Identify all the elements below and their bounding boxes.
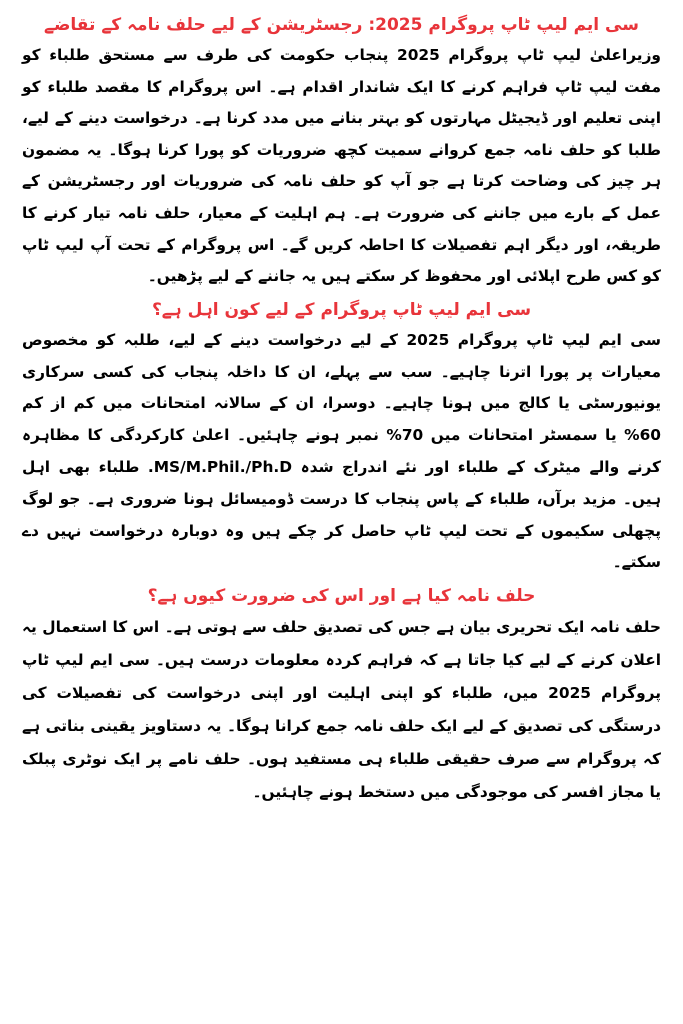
affidavit-heading: حلف نامہ کیا ہے اور اس کی ضرورت کیوں ہے؟	[147, 586, 536, 607]
intro-paragraph: وزیراعلیٰ لیپ ٹاپ پروگرام 2025 پنجاب حکومت کی طرف سے مستحق طلباء کو مفت لیپ ٹاپ فراہم کرنے کا ایک شاندار اقدام ہے۔ اس پروگرام کا مقصد طلباء کو اپنی تعلیم اور ڈیجیٹل مہارتوں کو بہتر بنانے میں مدد کرنا ہے۔ درخواست دینے کے لیے، طلبا کو حلف نامہ جمع کروانے سمیت کچھ ضروریات کو پورا کرنا ہوگا۔ یہ مضمون ہر چیز کی وضاحت کرتا ہے جو آپ کو حلف نامہ کی ضروریات اور رجسٹریشن کے عمل کے بارے میں جاننے کی ضرورت ہے۔ ہم اہلیت کے معیار، حلف نامہ تیار کرنے کا طریقہ، اور دیگر اہم تفصیلات کا احاطہ کریں گے۔ اس پروگرام کے تحت آپ لیپ ٹاپ کو کس طرح اپلائی اور محفوظ کر سکتے ہیں یہ جاننے کے لیے پڑھیں۔	[22, 46, 661, 286]
eligibility-heading: سی ایم لیپ ٹاپ پروگرام کے لیے کون اہل ہے؟	[151, 299, 532, 320]
affidavit-paragraph: حلف نامہ ایک تحریری بیان ہے جس کی تصدیق حلف سے ہوتی ہے۔ اس کا استعمال یہ اعلان کرنے کے لیے کیا جاتا ہے کہ فراہم کردہ معلومات درست ہیں۔ سی ایم لیپ ٹاپ پروگرام 2025 میں، طلباء کو اپنی اہلیت اور اپنی درخواست کی تفصیلات کی درستگی کی تصدیق کے لیے ایک حلف نامہ جمع کرانا ہوگا۔ یہ دستاویز یقینی بناتی ہے کہ پروگرام سے صرف حقیقی طلباء ہی مستفید ہوں۔ حلف نامے پر ایک نوٹری پبلک یا مجاز افسر کی موجودگی میں دستخط ہونے چاہئیں۔	[22, 618, 661, 802]
article-title: سی ایم لیپ ٹاپ پروگرام 2025: رجسٹریشن کے لیے حلف نامہ کے تقاضے	[44, 15, 639, 35]
eligibility-paragraph: سی ایم لیپ ٹاپ پروگرام 2025 کے لیے درخواست دینے کے لیے، طلبہ کو مخصوص معیارات پر پورا اترنا چاہیے۔ سب سے پہلے، ان کا داخلہ پنجاب کی کسی سرکاری یونیورسٹی یا کالج میں ہونا چاہیے۔ دوسرا، ان کے سالانہ امتحانات میں کم از کم 60% یا سمسٹر امتحانات میں 70% نمبر ہونے چاہئیں۔ اعلیٰ کارکردگی کا مظاہرہ کرنے والے میٹرک کے طلباء اور نئے اندراج شدہ MS/M.Phil./Ph.D. طلباء بھی اہل ہیں۔ مزید برآں، طلباء کے پاس پنجاب کا درست ڈومیسائل ہونا ضروری ہے۔ جو لوگ پچھلی سکیموں کے تحت لیپ ٹاپ حاصل کر چکے ہیں وہ دوبارہ درخواست نہیں دے سکتے۔	[22, 330, 662, 572]
